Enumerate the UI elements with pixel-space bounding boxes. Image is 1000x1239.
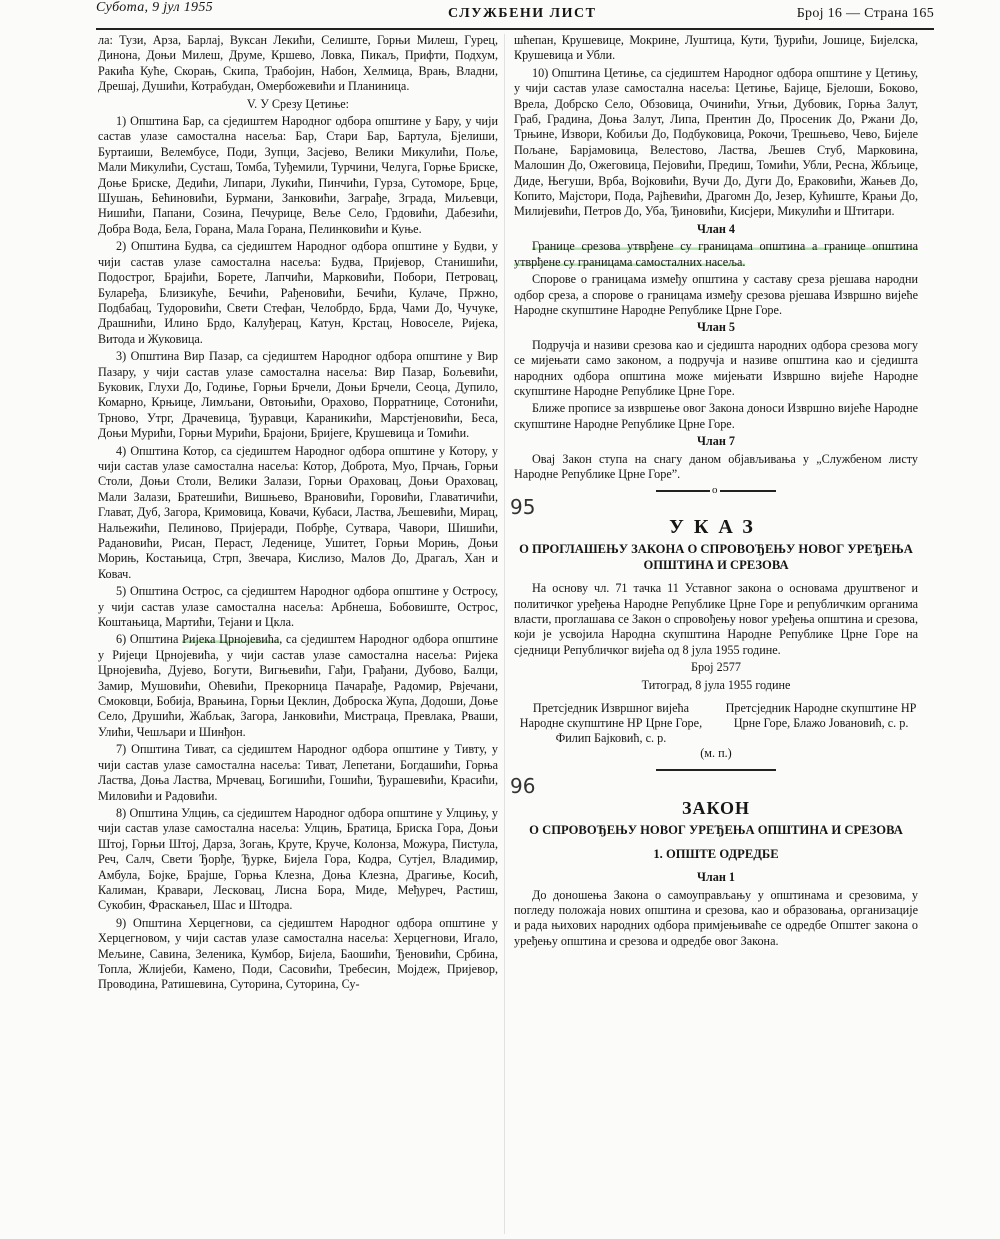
item-number: 95 (510, 495, 536, 520)
paragraph-opstina-budva: 2) Општина Будва, са сједиштем Народног одбора општине у Будви, у чији састав улазе самостална насеља: Будва, Пријевор, Станишићи, Подострог, Брајићи, Борете, Лапчићи, Марковићи, Побори, Петровац, Булаређа, Близикуће, Бечићи, Рађеновићи, Бечићи, Кулаче, Пржно, Подбабац, Тудоровићи, Свети Стефан, Челобрдо, Брда, Чами До, Чучуке, Драшнићи, Илино Брдо, Калуђерац, Катун, Крстац, Новоселе, Ријека, Витода и Жуковица. (98, 239, 498, 346)
article-heading: Члан 4 (696, 221, 736, 236)
law-subtitle: О СПРОВОЂЕЊУ НОВОГ УРЕЂЕЊА ОПШТИНА И СРЕЗОВА (529, 823, 903, 838)
rule-mark: o (710, 483, 720, 498)
article-heading: Члан 5 (696, 320, 736, 335)
article-text: До доношења Закона о самоуправљању у општинама и срезовима, у погледу положаја нових општина и срезова, као и образовања, организације и рада њихових народних одбора примјењиваће се одредбе Општег закона о уређењу општина и срезова и одредбе овог Закона. (514, 887, 918, 948)
article-text: Спорове о границама између општина у саставу среза рјешава народни одбор среза, а спорове о границама између срезова рјешава Извршно вијеће Народне скупштине Народне Републике Црне Горе. (514, 272, 918, 317)
paragraph-opstina-vir-pazar: 3) Општина Вир Пазар, са сједиштем Народног одбора општине у Вир Пазару, у чији састав улазе самостална насеља: Вир Пазар, Бољевићи, Буковик, Глухи До, Годиње, Горњи Брчели, Доњи Брчели, Сеоца, Дупило, Комарно, Крњице, Лимљани, Овтоњићи, Орахово, Поpратнице, Сотонићи, Трново, Утрг, Драчевица, Ђуравци, Караникићи, Марстјеновићи, Беса, Доњи Мурићи, Горњи Мурићи, Брајони, Бријеге, Крушевица и Томићи. (98, 349, 498, 441)
article-text (514, 239, 918, 270)
seal-mark: (м. п.) (700, 746, 732, 761)
decree-number: Број 2577 (691, 660, 741, 675)
paragraph-opstina-ulcinj: 8) Општина Улцињ, са сједиштем Народног одбора општине у Улцињу, у чији састав улазе самостална насеља: Улцињ, Братица, Бриска Гора, Доњи Штој, Горњи Штој, Дарза, Зогањ, Круте, Круче, Колонза, Можура, Пистула, Реч, Салч, Свети Ђорђе, Ђурке, Бијела Гора, Кодра, Сутјел, Владимир, Амбула, Бојке, Брајше, Горња Клезна, Доња Клезна, Драгиње, Косић, Калиман, Кравари, Лесковац, Лисна Бора, Миде, Међуреч, Растиш, Сукобин, Фраскањел, Шас и Штодра. (98, 805, 498, 913)
left-column (98, 33, 498, 1233)
signatures (514, 701, 918, 746)
section-heading-cetinje: V. У Срезу Цетиње: (246, 96, 350, 111)
paragraph-opstina-cetinje: 10) Општина Цетиње, са сједиштем Народног одбора општине у Цетињу, у чији састав улазе самостална насеља: Цетиње, Бајице, Бјелоши, Боково, Врела, Добрско Село, Обзовица, Очинићи, Угњи, Дубовик, Горња Залут, Граб, Градина, Доња Залут, Липа, Прентин До, Просеник До, Ржани До, Трњине, Извори, Кобиљи До, Подбуковица, Рокочи, Трешњево, Чево, Бијеле Пољане, Барјамовица, Велестово, Ластва, Љешев Стуб, Марковина, Малошин До, Ожеговица, Пејовићи, Предиш, Томићи, Убли, Ресна, Жбљице, Диде, Његуши, Врба, Војковићи, Вучи До, Дуги До, Ераковићи, Жањев До, Копито, Мајстори, Пода, Рајћевићи, Драгомн До, Језер, Кућиште, Крањи До, Милијевићи, Петров До, Уба, Ђиновићи, Кисјери, Микулићи и Штитари. (514, 65, 918, 219)
signature-right: Претсједник Народне скупштине НР Црне Горе, Блажо Јовановић, с. р. (725, 701, 917, 731)
header-title: СЛУЖБЕНИ ЛИСТ (448, 6, 597, 21)
header-page-number: Број 16 — Страна 165 (796, 6, 934, 21)
decree-subtitle: О ПРОГЛАШЕЊУ ЗАКОНА О СПРОВОЂЕЊУ НОВОГ УРЕЂЕЊА ОПШТИНА И СРЕЗОВА (519, 542, 913, 573)
section-rule (656, 484, 776, 497)
paragraph-opstina-rijeka-crnojevica (98, 632, 498, 740)
signature-left: Претсједник Извршног вијећа Народне скупштине НР Црне Горе, Филип Бајковић, с. р. (519, 701, 703, 746)
text-fragment: 6) Општина (116, 632, 183, 647)
text-fragment: , са сједиштем Народног одбора општине у Ријеци Црнојевића, у чији састав улазе самостална насеља: Ријека Црнојевића, Дујево, Богути, Вигњевићи, Гађи, Грађани, Дубово, Балци, Замир, Мушовићи, Оћевићи, Прекорница Пачарађе, Радомир, Рвјечани, Смоковци, Бобија, Врањина, Горњи Цеклин, Доброска Жупа, Додоши, Доње Село, Друшићи, Жабљак, Загора, Јанковићи, Мистраца, Превлака, Рваши, Улићи, Чешљари и Шинђон. (98, 632, 499, 739)
paragraph-opstina-tivat: 7) Општина Тиват, са сједиштем Народног одбора општине у Тивту, у чији састав улазе самостална насеља: Тиват, Лепетани, Богдашићи, Горња Ластва, Доња Ластва, Мрчевац, Богишићи, Гошићи, Ђурашевићи, Красићи, Миловићи и Радовићи. (98, 742, 498, 803)
paragraph-opstina-hercegnovi: 9) Општина Херцегнови, са сједиштем Народног одбора општине у Херцегновом, у чији састав улазе самостална насеља: Херцегнови, Игало, Мељине, Савина, Зеленика, Кумбор, Бијела, Баошићи, Ђеновићи, Србина, Топла, Жлијеби, Камено, Поди, Сасовићи, Требесин, Мојдеж, Пријевор, Проводина, Ратишевина, Суторина, Суторина, Су- (98, 915, 498, 992)
article-text: Ближе прописе за извршење овог Закона доноси Извршно вијеће Народне скупштине Народне Републике Црне Горе. (514, 401, 918, 431)
law-title: ЗАКОН (681, 797, 751, 818)
section-heading-general: 1. ОПШТЕ ОДРЕДБЕ (653, 847, 779, 862)
paragraph-opstina-bar: 1) Општина Бар, са сједиштем Народног одбора општине у Бару, у чији састав улазе самостална насеља: Бар, Стари Бар, Бартула, Бјелиши, Буртаиши, Велембусе, Поди, Зупци, Засјево, Велики Микулићи, Поље, Мали Микулићи, Сусташ, Томба, Туђемили, Турчини, Челуга, Горње Бриске, Доње Бриске, Дедићи, Липари, Лукићи, Пинчићи, Гурза, Сутоморе, Брце, Шушањ, Бећиновићи, Бурмани, Занковићи, Заграђе, Зграда, Миљевци, Нишићи, Папани, Созина, Печурице, Веље Село, Грдовићи, Дабезићи, Добра Вода, Бела, Горана, Мала Горана, Пелинковићи и Куње. (98, 114, 498, 236)
decree-title: УКАЗ (669, 515, 763, 538)
right-column (510, 33, 918, 1233)
paragraph-continuation: ла: Тузи, Арза, Барлај, Вуксан Лекићи, Селиште, Горњи Милеш, Гурец, Динона, Доњи Милеш, Друме, Кршево, Ловка, Пикаљ, Прифти, Подхум, Ракића Куће, Скорањ, Скипа, Трабојин, Набон, Хелмица, Врањ, Владни, Дрешај, Душићи, Котрабудан, Омербожевићи и Планиница. (98, 33, 498, 94)
highlighted-text: Границе срезова утврђене су границама општина а границе општина утврђене су границама самосталних насеља. (514, 239, 918, 269)
decree-body: На основу чл. 71 тачка 11 Уставног закона о основама друштвеног и политичког уређења Народне Републике Црне Горе и републичким органима власти, проглашава се Закон о спровођењу новог уређења општина и срезова, који је усвојила Народна скупштина Народне Републике Црне Горе на сједници Републичког вијећа од 8 јула 1955 године. (514, 581, 918, 657)
article-text: Овај Закон ступа на снагу даном објављивања у „Службеном листу Народне Републике Црне Горе”. (514, 451, 918, 481)
decree-date: Титоград, 8 јула 1955 године (641, 677, 791, 692)
column-divider (504, 34, 505, 1234)
paragraph-opstina-kotor: 4) Општина Котор, са сједиштем Народног одбора општине у Котору, у чији састав улазе самостална насеља: Котор, Доброта, Муо, Прчањ, Горњи Столи, Доњи Столи, Велики Залази, Горњи Ораховац, Доњи Ораховац, Мали Залази, Братешићи, Вишњево, Врановићи, Горовићи, Главатичићи, Глават, Дуб, Загора, Кримовица, Ковачи, Кубаси, Ластва, Љешевићи, Мирац, Нальежићи, Пелиново, Пријеради, Побрђе, Сутвара, Чавори, Шишићи, Радановићи, Рисан, Пераст, Леденице, Ушитет, Горњи Морињ, Доњи Морињ, Костањица, Стрп, Звечара, Кислизо, Малов До, Драгаљ, Хан и Ковач. (98, 443, 498, 581)
item-number: 96 (510, 774, 536, 799)
article-heading: Члан 7 (696, 434, 736, 449)
highlighted-text: Ријека Црнојевића (182, 632, 280, 647)
paragraph-opstina-ostros: 5) Општина Острос, са сједиштем Народног одбора општине у Остросу, у чији састав улазе самостална насеља: Арбнеша, Бобовиште, Острос, Коштањица, Мартићи, Тејани и Цкла. (98, 584, 498, 630)
section-rule (656, 769, 776, 771)
page-header (96, 0, 934, 30)
article-text: Подручја и називи срезова као и сједишта народних одбора срезова могу се мијењати само законом, а подручја и називе општина као и сједишта народних одбора општина може мијењати Извршно вијеће Народне скупштине Народне Републике Црне Горе. (514, 337, 918, 398)
paragraph-continuation: шћепан, Крушевице, Мокрине, Луштица, Кути, Ђурићи, Јошице, Бијелска, Крушевица и Убли. (514, 33, 918, 63)
article-heading: Члан 1 (696, 870, 736, 885)
header-date: Субота, 9 јул 1955 (96, 0, 213, 15)
